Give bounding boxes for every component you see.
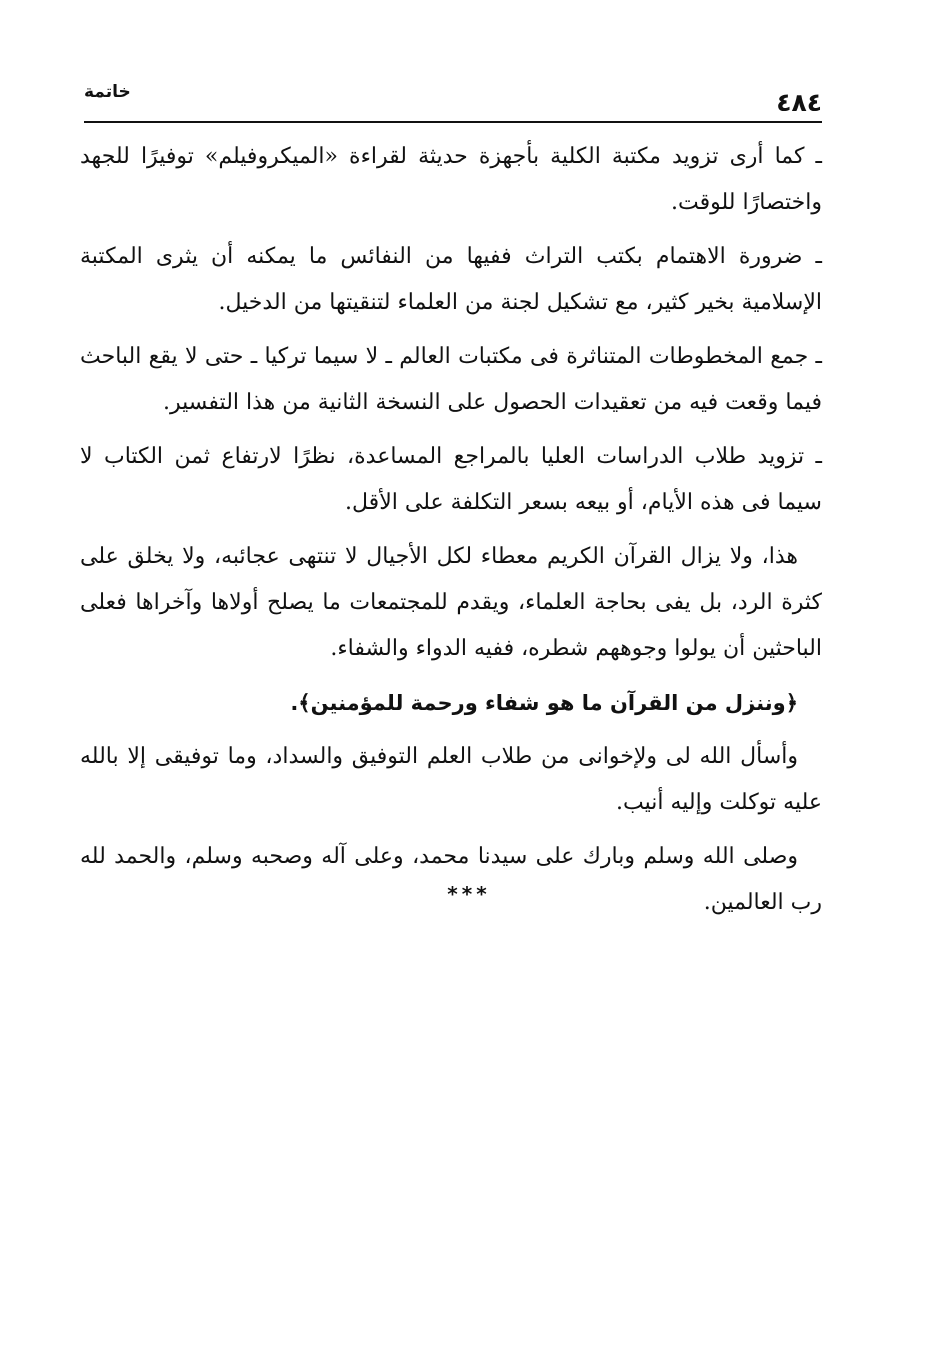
page-number: ٤٨٤ [776, 88, 822, 117]
closing-prayer: وأسأل الله لى ولإخوانى من طلاب العلم التوفيق والسداد، وما توفيقى إلا بالله عليه توكلت وإليه أنيب. [80, 744, 822, 815]
recommendation-microfilm: ـ كما أرى تزويد مكتبة الكلية بأجهزة حديثة لقراءة «الميكروفيلم» توفيرًا للجهد واختصارًا للوقت. [80, 144, 822, 215]
recommendation-heritage-books: ـ ضرورة الاهتمام بكتب التراث ففيها من النفائس ما يمكنه أن يثرى المكتبة الإسلامية بخير كثير، مع تشكيل لجنة من العلماء لتنقيتها من الدخيل. [80, 244, 822, 315]
recommendation-manuscripts: ـ جمع المخطوطات المتناثرة فى مكتبات العالم ـ لا سيما تركيا ـ حتى لا يقع الباحث فيما وقعت فيه من تعقيدات الحصول على النسخة الثانية من هذا التفسير. [80, 344, 822, 415]
page-body [80, 134, 822, 934]
end-mark: *** [447, 882, 491, 906]
header-rule [84, 121, 822, 123]
quran-verse: ﴿وننزل من القرآن ما هو شفاء ورحمة للمؤمنين﴾. [290, 691, 798, 715]
page-header [84, 78, 822, 120]
running-title: خاتمة [84, 82, 131, 102]
paragraph-quran: هذا، ولا يزال القرآن الكريم معطاء لكل الأجيال لا تنتهى عجائبه، ولا يخلق على كثرة الرد، بل يفى بحاجة العلماء، ويقدم للمجتمعات ما يصلح أولاها وآخراها فعلى الباحثين أن يولوا وجوههم شطره، ففيه الدواء والشفاء. [80, 544, 822, 661]
closing-blessing: وصلى الله وسلم وبارك على سيدنا محمد، وعلى آله وصحبه وسلم، والحمد لله رب العالمين. [80, 844, 822, 915]
recommendation-references: ـ تزويد طلاب الدراسات العليا بالمراجع المساعدة، نظرًا لارتفاع ثمن الكتاب لا سيما فى هذه الأيام، أو بيعه بسعر التكلفة على الأقل. [80, 444, 822, 515]
